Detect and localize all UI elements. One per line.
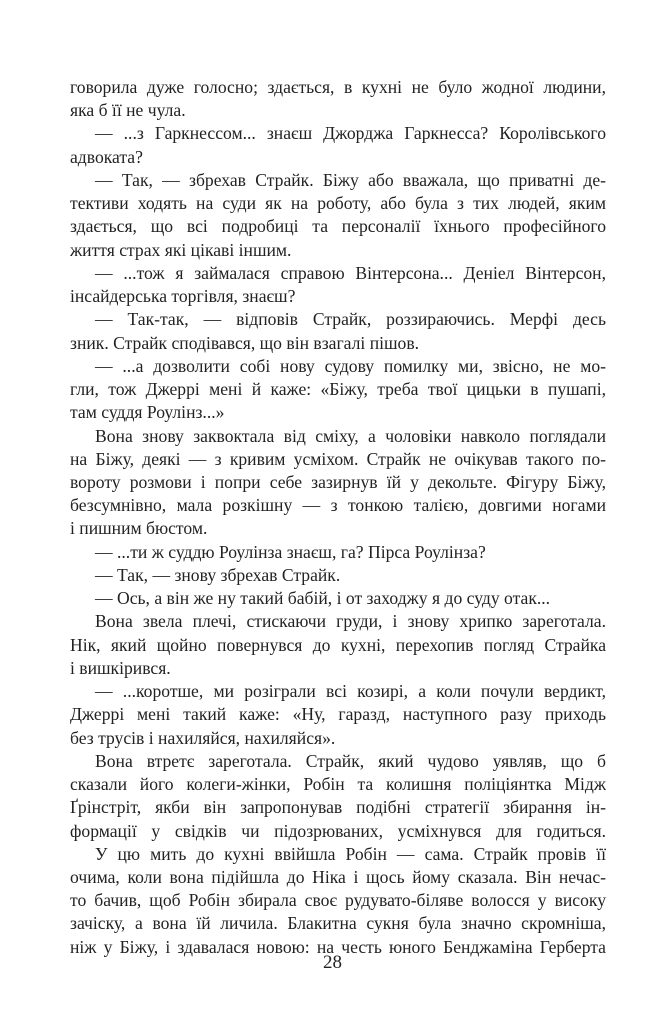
text-line: там суддя Роулінз...» — [70, 402, 225, 423]
text-line: тективи ходять на суди як на роботу, або була з тих людей, яким — [70, 193, 606, 214]
text-line: сказали його колеги-жінки, Робін та колишня поліціянтка Мідж — [70, 774, 606, 795]
text-line: У цю мить до кухні ввійшла Робін — сама. Страйк провів її — [95, 843, 606, 864]
body-text — [70, 76, 606, 959]
text-line: життя страх які цікаві іншим. — [70, 239, 292, 260]
page-number: 28 — [323, 952, 342, 973]
text-line: — Так, — знову збрехав Страйк. — [95, 564, 341, 585]
text-line: без трусів і нахиляйся, нахиляйся». — [70, 727, 336, 748]
text-line: зачіску, а вона їй личила. Блакитна сукня була значно скромніша, — [70, 913, 606, 934]
text-line: очима, коли вона підійшла до Ніка і щось йому сказала. Він нечас- — [70, 866, 606, 887]
text-line: — Ось, а він же ну такий бабій, і от заходжу я до суду отак... — [95, 588, 551, 609]
text-line: — Так-так, — відповів Страйк, роззираючись. Мерфі десь — [95, 309, 606, 330]
text-line: — ...коротше, ми розіграли всі козирі, а коли почули вердикт, — [95, 681, 606, 702]
text-line: інсайдерська торгівля, знаєш? — [70, 286, 296, 307]
text-line: Вона втретє зареготала. Страйк, який чудово уявляв, що б — [95, 750, 606, 771]
text-line: і вишкірився. — [70, 657, 171, 678]
text-line: адвоката? — [70, 146, 143, 167]
text-line: і пишним бюстом. — [70, 518, 208, 539]
text-line: здається, що всі подробиці та персоналії їхнього професійного — [70, 216, 606, 237]
text-line: ніж у Біжу, і здавалася новою: на честь юного Бенджаміна Герберта — [70, 936, 606, 957]
text-line: — ...тож я займалася справою Вінтерсона... Деніел Вінтерсон, — [95, 262, 606, 283]
text-line: Вона звела плечі, стискаючи груди, і знову хрипко зареготала. — [95, 611, 606, 632]
text-line: — ...з Гаркнессом... знаєш Джорджа Гаркнесса? Королівського — [95, 123, 606, 144]
text-line: — ...а дозволити собі нову судову помилку ми, звісно, не мо- — [95, 355, 606, 376]
text-line: Нік, який щойно повернувся до кухні, перехопив погляд Страйка — [70, 634, 606, 655]
text-line: зник. Страйк сподівався, що він взагалі пішов. — [70, 332, 420, 353]
text-line: безсумнівно, мала розкішну — з тонкою талією, довгими ногами — [70, 495, 606, 516]
text-line: гли, тож Джеррі мені й каже: «Біжу, треба твої цицьки в пушапі, — [70, 379, 606, 400]
text-line: на Біжу, деякі — з кривим усміхом. Страйк не очікував такого по- — [70, 448, 606, 469]
text-line: Вона знову заквоктала від сміху, а чоловіки навколо поглядали — [95, 425, 606, 446]
text-line: Ґрінстріт, якби він запропонував подібні стратегії збирання ін- — [70, 797, 606, 818]
text-line: говорила дуже голосно; здається, в кухні не було жодної людини, — [70, 77, 606, 97]
text-line: то бачив, щоб Робін збирала своє рудувато-біляве волосся у високу — [70, 890, 606, 911]
text-line: яка б її не чула. — [70, 100, 186, 121]
text-line: — ...ти ж суддю Роулінза знаєш, га? Пірса Роулінза? — [95, 541, 486, 562]
text-line: — Так, — збрехав Страйк. Біжу або вважала, що приватні де- — [95, 169, 606, 190]
text-line: Джеррі мені такий каже: «Ну, гаразд, наступного разу приходь — [70, 704, 606, 725]
text-line: вороту розмови і попри себе зазирнув їй у декольте. Фігуру Біжу, — [70, 471, 606, 492]
text-line: формації у свідків чи підозрюваних, усміхнувся для годиться. — [70, 820, 606, 841]
